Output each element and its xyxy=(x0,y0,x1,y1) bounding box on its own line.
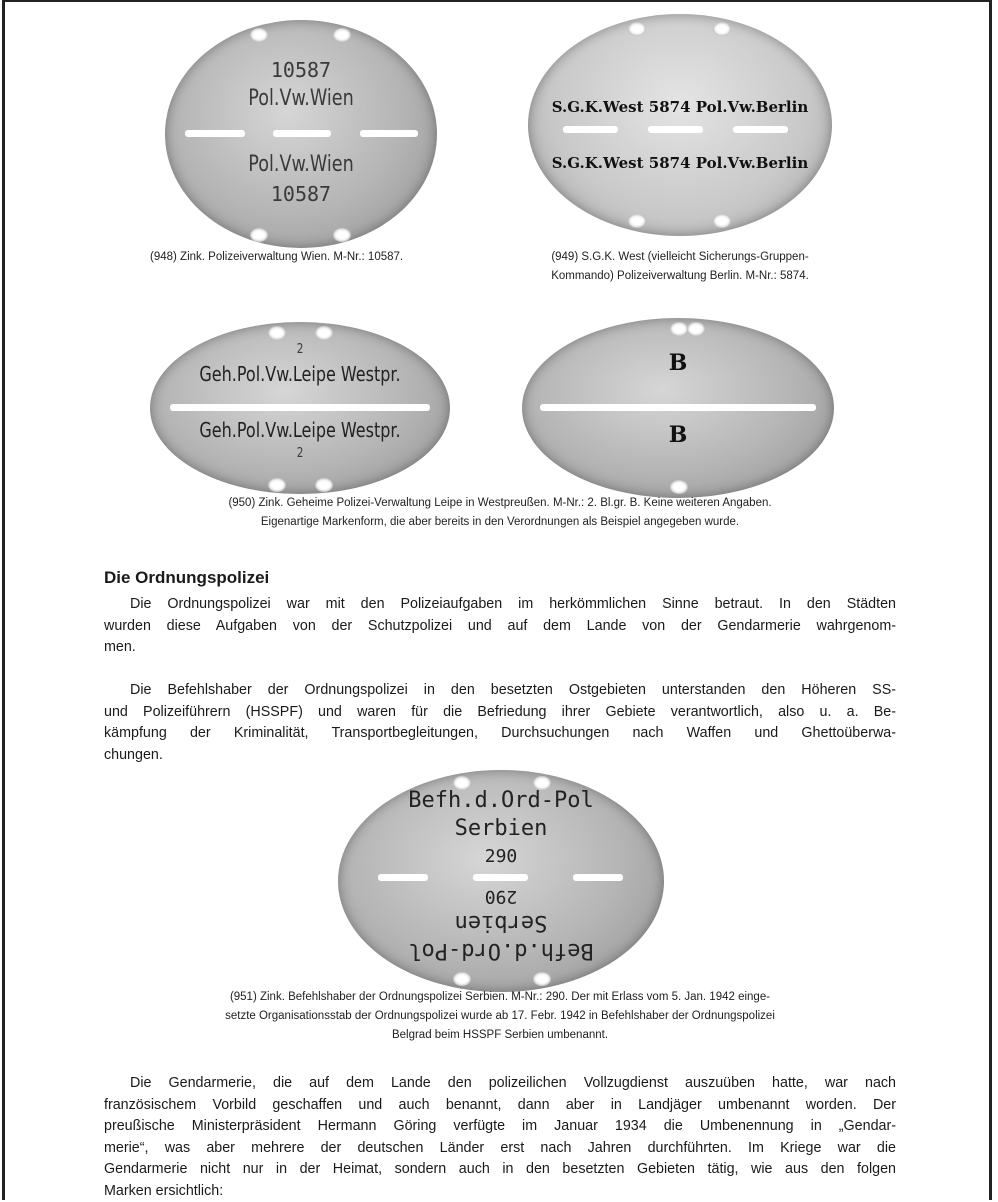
stamp-text: S.G.K.West 5874 Pol.Vw.Berlin xyxy=(528,154,832,172)
text-line: kämpfung der Kriminalität, Transportbegleitungen, Durchsuchungen nach Waffen und Ghettoüberwa- xyxy=(104,723,896,745)
text-line: wurden diese Aufgaben von der Schutzpolizei und auf dem Lande von der Gendarmerie wahrgenom- xyxy=(104,616,896,638)
text-line: men. xyxy=(104,637,896,659)
paragraph-3 xyxy=(104,1073,896,1202)
stamp-text: Serbien xyxy=(338,910,664,935)
text-line: preußische Ministerpräsident Hermann Göring verfügte im Januar 1934 die Umbenennung in „Gendar- xyxy=(104,1116,896,1138)
stamp-text: 10587 xyxy=(165,58,437,82)
caption-line: Belgrad beim HSSPF Serbien umbenannt. xyxy=(100,1026,900,1045)
text-line: Marken ersichtlich: xyxy=(104,1181,896,1202)
section-heading: Die Ordnungspolizei xyxy=(104,568,269,588)
caption-951 xyxy=(100,988,900,1045)
stamp-text: B xyxy=(522,422,834,448)
caption-948: (948) Zink. Polizeiverwaltung Wien. M-Nr.: 10587. xyxy=(150,248,403,267)
text-line: Gendarmerie nicht nur in der Heimat, sondern auch in den besetzten Gebieten tätig, wie aus den folgen xyxy=(104,1159,896,1181)
caption-line: (950) Zink. Geheime Polizei-Verwaltung Leipe in Westpreußen. M-Nr.: 2. Bl.gr. B. Keine weiteren Angaben. xyxy=(100,494,900,513)
stamp-text: 10587 xyxy=(165,182,437,206)
text-line: und Polizeiführern (HSSPF) und waren für die Befriedung ihrer Gebiete verantwortlich, also u. a. Be- xyxy=(104,702,896,724)
stamp-text: Geh.Pol.Vw.Leipe Westpr. xyxy=(180,362,420,386)
caption-line: (951) Zink. Befehlshaber der Ordnungspolizei Serbien. M-Nr.: 290. Der mit Erlass vom 5. Jan. 1942 einge- xyxy=(100,988,900,1007)
stamp-text: Befh.d.Ord-Pol xyxy=(338,938,664,963)
stamp-text: Geh.Pol.Vw.Leipe Westpr. xyxy=(180,418,420,442)
stamp-text: 290 xyxy=(338,886,664,907)
text-line: französischem Vorbild geschaffen und auch benannt, dann aber in Landjäger umbenannt worden. Der xyxy=(104,1095,896,1117)
stamp-text: 290 xyxy=(338,846,664,867)
stamp-text: 2 xyxy=(180,446,420,461)
text-line: Die Ordnungspolizei war mit den Polizeiaufgaben im herkömmlichen Sinne betraut. In den Städten xyxy=(104,594,896,616)
stamp-text: Pol.Vw.Wien xyxy=(192,152,410,177)
stamp-text: Serbien xyxy=(338,816,664,841)
caption-949 xyxy=(510,248,850,286)
paragraph-1 xyxy=(104,594,896,659)
text-line: chungen. xyxy=(104,745,896,767)
stamp-text: S.G.K.West 5874 Pol.Vw.Berlin xyxy=(528,98,832,116)
stamp-text: Befh.d.Ord-Pol xyxy=(338,788,664,813)
caption-line: Eigenartige Markenform, die aber bereits in den Verordnungen als Beispiel angegeben wurde. xyxy=(100,513,900,532)
text-line: merie“, was aber mehrere der deutschen Länder erst nach Jahren durchführten. Im Kriege war die xyxy=(104,1138,896,1160)
dog-tag-950-photo xyxy=(150,322,450,494)
stamp-text: Pol.Vw.Wien xyxy=(192,86,410,111)
caption-line: Kommando) Polizeiverwaltung Berlin. M-Nr.: 5874. xyxy=(510,267,850,286)
dog-tag-951-photo xyxy=(338,770,664,992)
caption-line: setzte Organisationsstab der Ordnungspolizei wurde ab 17. Febr. 1942 in Befehlshaber der Ordnungspolizei xyxy=(100,1007,900,1026)
caption-950 xyxy=(100,494,900,532)
dog-tag-948-photo xyxy=(165,20,437,248)
caption-line: (949) S.G.K. West (vielleicht Sicherungs-Gruppen- xyxy=(510,248,850,267)
text-line: Die Befehlshaber der Ordnungspolizei in den besetzten Ostgebieten unterstanden den Höheren SS- xyxy=(104,680,896,702)
stamp-text: B xyxy=(522,350,834,376)
paragraph-2 xyxy=(104,680,896,766)
text-line: Die Gendarmerie, die auf dem Lande den polizeilichen Vollzugdienst auszuüben hatte, war nach xyxy=(104,1073,896,1095)
dog-tag-949-photo xyxy=(528,14,832,236)
stamp-text: 2 xyxy=(180,342,420,357)
dog-tag-b-photo xyxy=(522,318,834,498)
